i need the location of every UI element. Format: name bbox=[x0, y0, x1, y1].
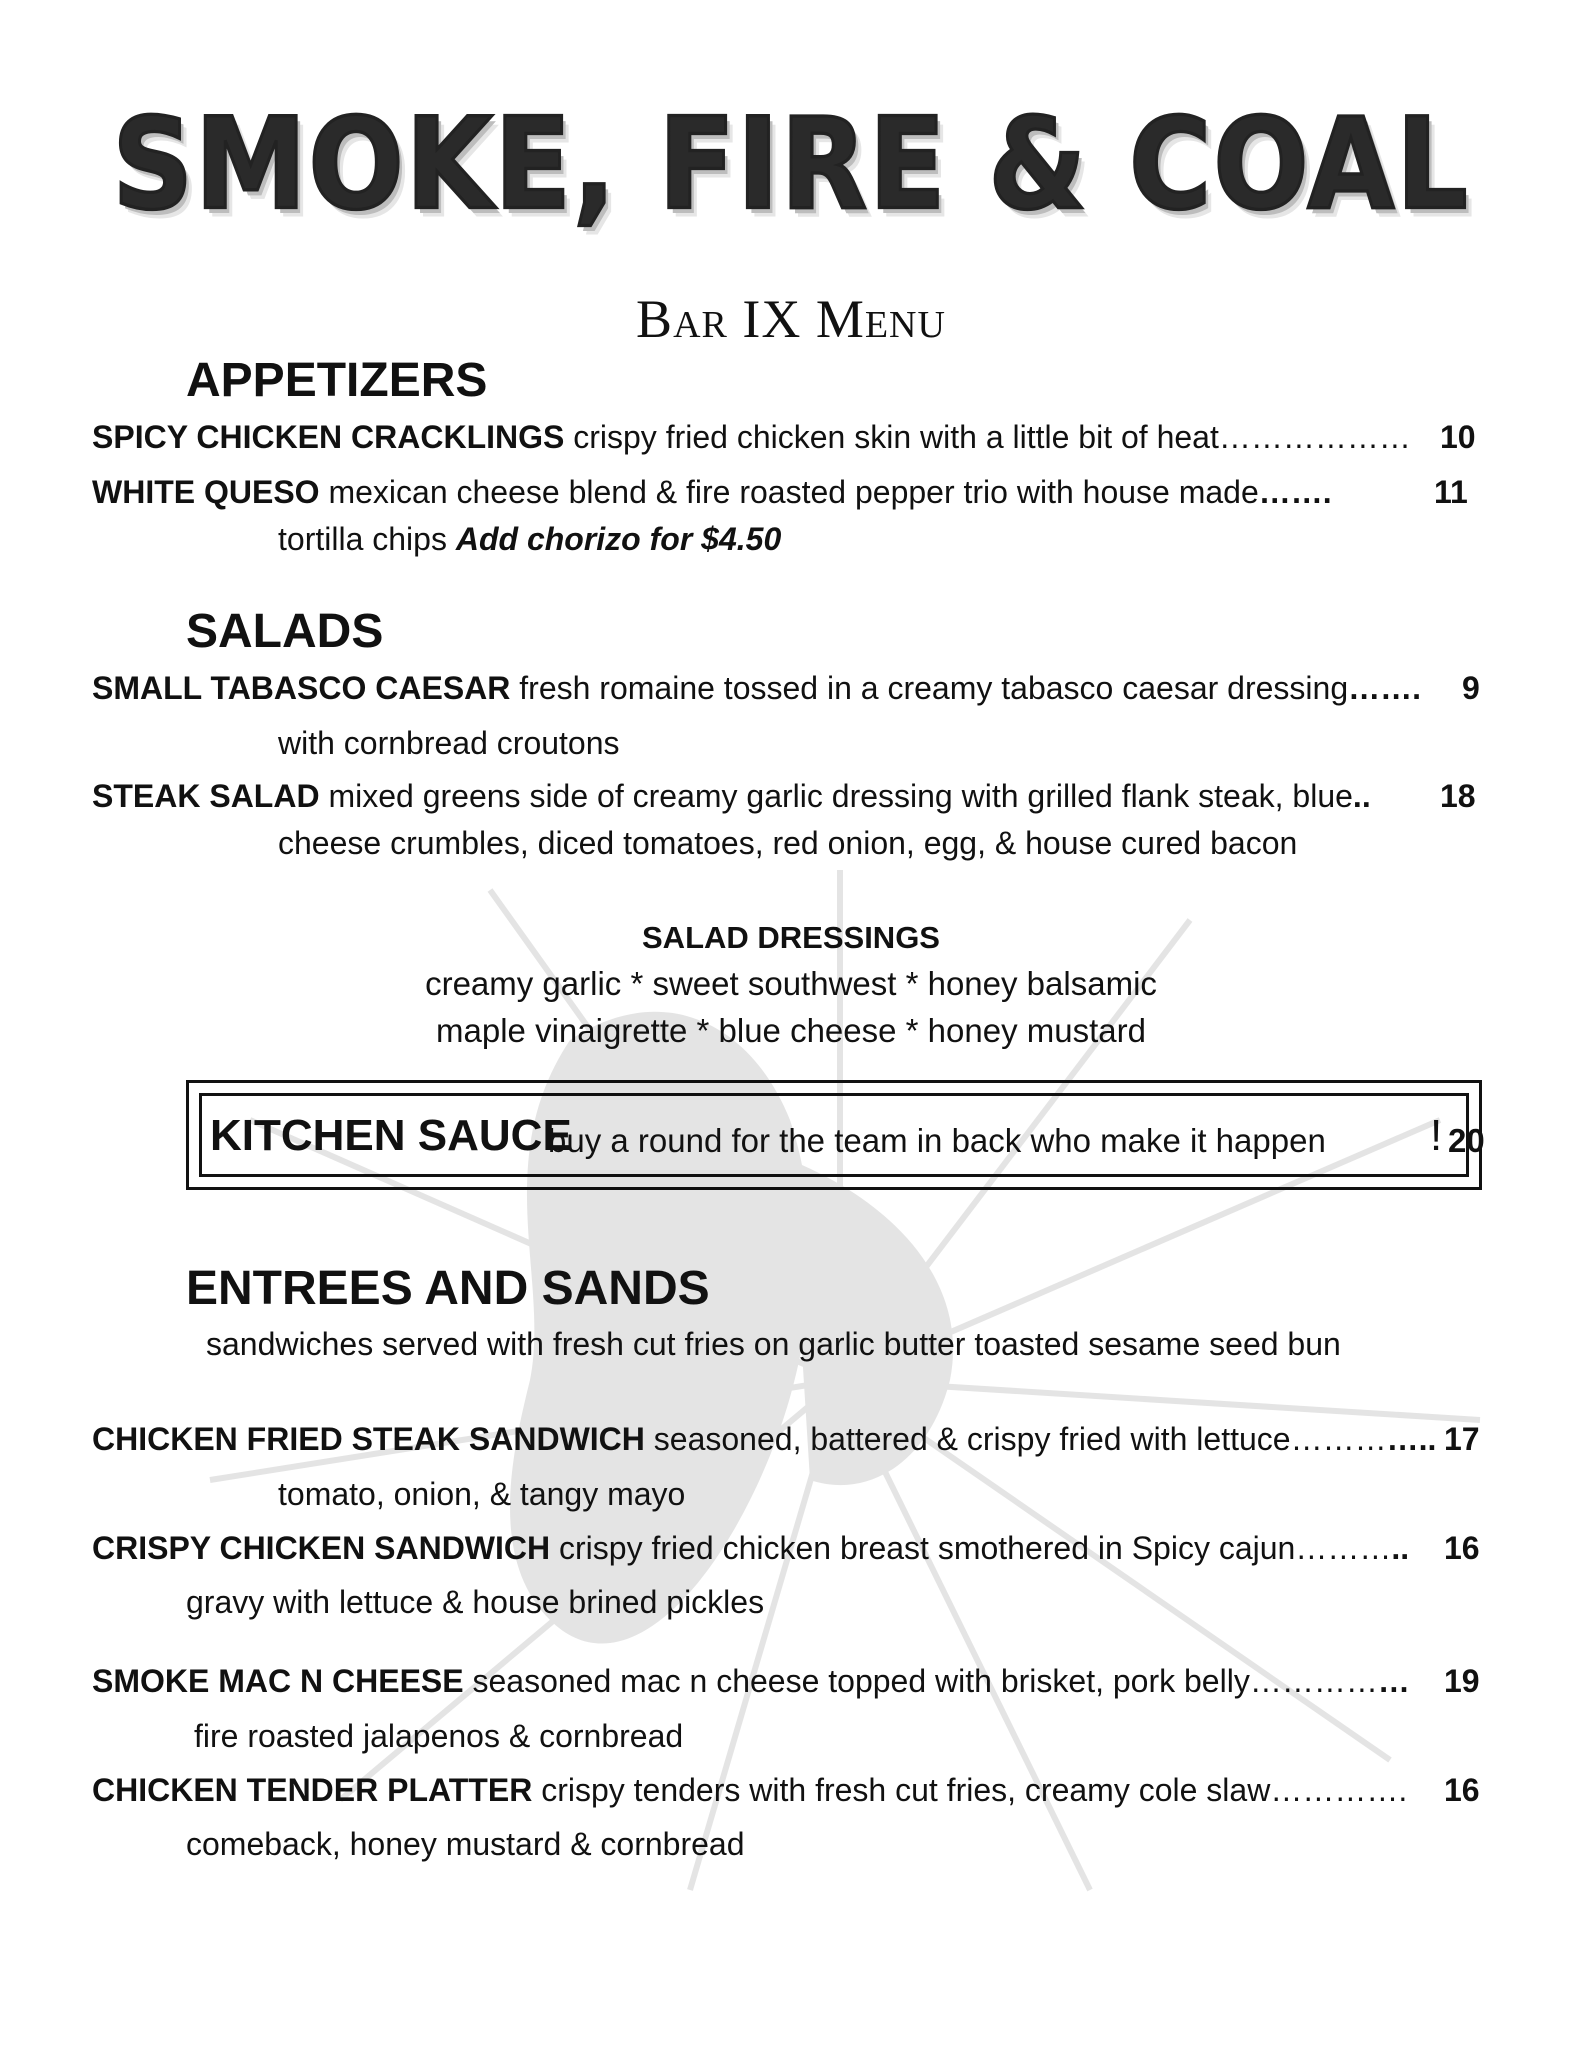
menu-title: Bar IX Menu bbox=[636, 289, 946, 349]
item-line2: gravy with lettuce & house brined pickles bbox=[186, 1584, 765, 1620]
dressings-line: creamy garlic * sweet southwest * honey balsamic bbox=[425, 965, 1157, 1002]
dressings-title: SALAD DRESSINGS bbox=[642, 920, 940, 955]
menu-item bbox=[92, 672, 1421, 704]
kitchen-sauce-inner-frame bbox=[199, 1093, 1485, 1177]
item-price: 16 bbox=[1444, 1530, 1480, 1566]
section-subtitle: sandwiches served with fresh cut fries on garlic butter toasted sesame seed bun bbox=[206, 1326, 1341, 1362]
item-dots: .. bbox=[1352, 778, 1371, 814]
item-description: crispy tenders with fresh cut fries, creamy cole slaw…………. bbox=[541, 1772, 1408, 1808]
item-dots: ……. bbox=[1348, 670, 1421, 706]
kitchen-sauce-price: 20 bbox=[1448, 1122, 1485, 1159]
item-line2: comeback, honey mustard & cornbread bbox=[186, 1826, 745, 1862]
item-description: mixed greens side of creamy garlic dressing with grilled flank steak, blue bbox=[328, 778, 1353, 814]
dressings-line: maple vinaigrette * blue cheese * honey mustard bbox=[436, 1012, 1146, 1049]
item-continuation bbox=[278, 523, 781, 555]
item-dots: .. bbox=[1391, 1530, 1410, 1566]
item-line2: cheese crumbles, diced tomatoes, red onion, egg, & house cured bacon bbox=[278, 825, 1298, 861]
item-price: 18 bbox=[1440, 778, 1476, 814]
section-title-appetizers: APPETIZERS bbox=[186, 354, 488, 407]
item-price: 17 bbox=[1444, 1421, 1480, 1457]
item-name: CHICKEN FRIED STEAK SANDWICH bbox=[92, 1421, 645, 1457]
section-title-salads: SALADS bbox=[186, 605, 384, 658]
menu-item bbox=[92, 421, 1411, 453]
item-line2: fire roasted jalapenos & cornbread bbox=[194, 1718, 684, 1754]
item-name: CRISPY CHICKEN SANDWICH bbox=[92, 1530, 551, 1566]
menu-item bbox=[92, 1665, 1410, 1697]
menu-item bbox=[92, 1774, 1407, 1806]
item-dots: ….. bbox=[1386, 1421, 1437, 1457]
item-line2: with cornbread croutons bbox=[278, 725, 620, 761]
item-description: seasoned mac n cheese topped with brisket, pork belly………… bbox=[472, 1663, 1378, 1699]
menu-item bbox=[92, 780, 1371, 812]
item-dots: ……. bbox=[1258, 474, 1332, 510]
item-name: CHICKEN TENDER PLATTER bbox=[92, 1772, 533, 1808]
item-line2: tortilla chips bbox=[278, 521, 447, 557]
item-name: WHITE QUESO bbox=[92, 474, 320, 510]
menu-item bbox=[92, 1532, 1409, 1564]
item-dots: … bbox=[1377, 1663, 1410, 1699]
item-description: seasoned, battered & crispy fried with lettuce……… bbox=[653, 1421, 1387, 1457]
section-title-entrees: ENTREES AND SANDS bbox=[186, 1262, 710, 1315]
menu-item bbox=[92, 476, 1332, 508]
kitchen-sauce-title: KITCHEN SAUCE bbox=[210, 1111, 572, 1160]
item-addon: Add chorizo for $4.50 bbox=[455, 521, 782, 557]
item-description: fresh romaine tossed in a creamy tabasco caesar dressing bbox=[519, 670, 1349, 706]
item-name: SMALL TABASCO CAESAR bbox=[92, 670, 511, 706]
item-description: mexican cheese blend & fire roasted pepper trio with house made bbox=[328, 474, 1259, 510]
item-price: 19 bbox=[1444, 1663, 1480, 1699]
kitchen-sauce-box bbox=[186, 1080, 1485, 1190]
item-name: SPICY CHICKEN CRACKLINGS bbox=[92, 419, 565, 455]
item-name: SMOKE MAC N CHEESE bbox=[92, 1663, 464, 1699]
menu-item bbox=[92, 1423, 1436, 1455]
item-description: crispy fried chicken skin with a little bit of heat……………… bbox=[573, 419, 1411, 455]
item-price: 10 bbox=[1440, 419, 1476, 455]
restaurant-logo: SMOKE, FIRE & COAL bbox=[112, 92, 1470, 238]
item-description: crispy fried chicken breast smothered in Spicy cajun……… bbox=[559, 1530, 1392, 1566]
item-price: 16 bbox=[1444, 1772, 1480, 1808]
item-name: STEAK SALAD bbox=[92, 778, 320, 814]
item-price: 9 bbox=[1462, 670, 1480, 706]
item-price: 11 bbox=[1434, 474, 1468, 510]
item-line2: tomato, onion, & tangy mayo bbox=[278, 1476, 686, 1512]
kitchen-sauce-description: buy a round for the team in back who make it happen bbox=[548, 1122, 1326, 1159]
kitchen-sauce-exclamation: ! bbox=[1430, 1111, 1443, 1160]
